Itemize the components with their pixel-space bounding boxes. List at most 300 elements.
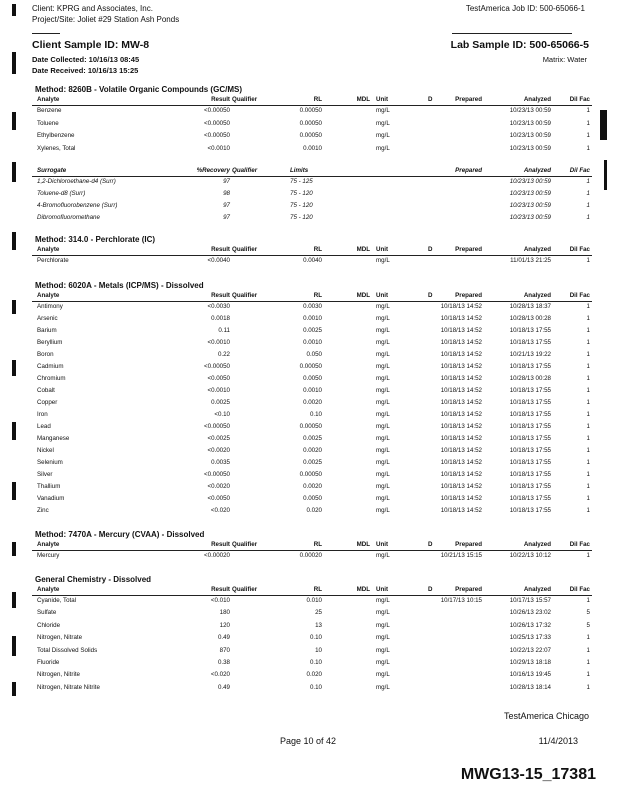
cell-dilfac: 1 <box>586 411 590 418</box>
cell-rl: 0.010 <box>306 597 322 604</box>
cell-rl: 0.0010 <box>303 144 322 152</box>
cell-analyte: Benzene <box>37 107 62 114</box>
cell-dilfac: 1 <box>586 597 590 604</box>
page-number: Page 10 of 42 <box>280 736 337 746</box>
cell-unit: mg/L <box>376 507 390 514</box>
cell-rl: 0.0010 <box>303 339 322 346</box>
col-prepared: Prepared <box>455 541 482 548</box>
col-mdl: MDL <box>356 246 370 253</box>
col-analyzed: Analyzed <box>523 292 551 299</box>
cell-analyte: Nitrogen, Nitrate Nitrite <box>37 683 100 691</box>
cell-surr-analyzed: 10/23/13 00:59 <box>509 190 551 197</box>
col-qualifier: Qualifier <box>232 586 258 593</box>
col-limits: Limits <box>290 167 309 174</box>
col-unit: Unit <box>376 96 389 103</box>
table-row <box>0 411 618 421</box>
cell-rl: 25 <box>315 609 322 617</box>
cell-rl: 0.0020 <box>303 399 322 406</box>
cell-rl: 0.0010 <box>303 387 322 394</box>
cell-analyte: Arsenic <box>37 315 58 322</box>
cell-unit: mg/L <box>376 609 390 617</box>
cell-dilfac: 1 <box>586 363 590 370</box>
cell-unit: mg/L <box>376 399 390 406</box>
cell-dilfac: 1 <box>586 387 590 394</box>
cell-analyzed: 11/01/13 21:25 <box>510 257 551 264</box>
cell-analyte: Perchlorate <box>37 257 69 264</box>
cell-unit: mg/L <box>376 621 390 629</box>
table-row <box>0 387 618 397</box>
table-row <box>0 447 618 457</box>
cell-analyte: Thallium <box>37 483 61 490</box>
cell-prepared: 10/18/13 14:52 <box>440 507 482 514</box>
cell-analyzed: 10/21/13 19:22 <box>509 351 551 358</box>
cell-unit: mg/L <box>376 144 390 152</box>
col-d: D <box>428 96 433 103</box>
cell-analyzed: 10/22/13 22:07 <box>509 646 551 654</box>
cell-unit: mg/L <box>376 363 390 370</box>
cell-analyzed: 10/22/13 10:12 <box>509 552 551 559</box>
cell-dilfac: 1 <box>586 634 590 642</box>
cell-unit: mg/L <box>376 257 390 264</box>
cell-prepared: 10/21/13 15:15 <box>440 552 482 559</box>
table-row <box>0 351 618 361</box>
cell-result: 0.38 <box>217 659 230 666</box>
col-unit: Unit <box>376 541 389 548</box>
cell-limits: 75 - 120 <box>290 202 313 209</box>
cell-prepared: 10/18/13 14:52 <box>440 339 482 346</box>
table-row <box>0 552 618 562</box>
cell-rl: 0.00050 <box>299 119 322 127</box>
col-result: Result <box>211 96 230 103</box>
cell-prepared: 10/18/13 14:52 <box>440 327 482 334</box>
cell-result: <0.00050 <box>204 423 230 430</box>
surrogate-row <box>0 178 618 188</box>
cell-result: <0.0020 <box>207 483 230 490</box>
cell-analyzed: 10/18/13 17:55 <box>509 411 551 418</box>
cell-unit: mg/L <box>376 597 390 604</box>
cell-rl: 0.00020 <box>299 552 322 559</box>
cell-result: <0.00050 <box>204 363 230 370</box>
client-name: Client: KPRG and Associates, Inc. <box>32 4 153 13</box>
cell-rl: 0.0020 <box>303 447 322 454</box>
cell-analyzed: 10/18/13 17:55 <box>509 447 551 454</box>
cell-dilfac: 1 <box>586 132 590 139</box>
cell-analyzed: 10/18/13 17:55 <box>509 495 551 502</box>
cell-unit: mg/L <box>376 447 390 454</box>
cell-unit: mg/L <box>376 552 390 559</box>
col-qualifier: Qualifier <box>232 96 258 103</box>
col-prepared: Prepared <box>455 96 482 103</box>
cell-dilfac: 1 <box>586 375 590 382</box>
cell-result: <0.0030 <box>207 303 230 310</box>
table-row <box>0 363 618 373</box>
cell-prepared: 10/18/13 14:52 <box>440 423 482 430</box>
col-dilfac: Dil Fac <box>569 586 590 593</box>
cell-unit: mg/L <box>376 435 390 442</box>
cell-unit: mg/L <box>376 659 390 666</box>
col-unit: Unit <box>376 586 389 593</box>
cell-analyzed: 10/25/13 17:33 <box>509 634 551 642</box>
cell-result: <0.0020 <box>207 447 230 454</box>
cell-analyte: Chloride <box>37 621 61 629</box>
cell-analyte: Toluene <box>37 119 59 127</box>
cell-rl: 10 <box>315 646 322 654</box>
cell-analyte: Nickel <box>37 447 54 454</box>
document-id: MWG13-15_17381 <box>460 766 596 783</box>
date-collected: Date Collected: 10/16/13 08:45 <box>32 55 140 64</box>
cell-analyzed: 10/17/13 15:57 <box>509 597 551 604</box>
cell-prepared: 10/18/13 14:52 <box>440 495 482 502</box>
cell-analyzed: 10/26/13 23:02 <box>509 609 551 617</box>
cell-analyzed: 10/23/13 00:59 <box>509 144 551 152</box>
cell-prepared: 10/18/13 14:52 <box>440 471 482 478</box>
cell-analyte: Xylenes, Total <box>37 144 76 152</box>
cell-unit: mg/L <box>376 411 390 418</box>
cell-rl: 0.0050 <box>303 375 322 382</box>
table-row <box>0 634 618 644</box>
cell-analyte: Fluoride <box>37 659 60 666</box>
cell-analyzed: 10/28/13 18:14 <box>509 683 551 691</box>
cell-unit: mg/L <box>376 646 390 654</box>
method-title: Method: 7470A - Mercury (CVAA) - Dissolved <box>35 530 205 539</box>
cell-dilfac: 1 <box>586 471 590 478</box>
table-row <box>0 435 618 445</box>
col-prepared: Prepared <box>455 246 482 253</box>
cell-result: 0.0025 <box>211 399 230 406</box>
cell-result: 0.11 <box>218 327 230 334</box>
col-mdl: MDL <box>356 541 370 548</box>
cell-surrogate: 1,2-Dichloroethane-d4 (Surr) <box>37 178 116 185</box>
col-mdl: MDL <box>356 292 370 299</box>
col-mdl: MDL <box>356 96 370 103</box>
cell-analyzed: 10/28/13 00:28 <box>509 315 551 322</box>
table-row <box>0 622 618 632</box>
cell-rl: 0.00050 <box>299 423 322 430</box>
cell-unit: mg/L <box>376 459 390 466</box>
lab-sample-id: Lab Sample ID: 500-65066-5 <box>450 39 589 51</box>
cell-recovery: 98 <box>223 190 230 197</box>
cell-surr-analyzed: 10/23/13 00:59 <box>509 178 551 185</box>
table-row <box>0 597 618 607</box>
method-title: Method: 314.0 - Perchlorate (IC) <box>35 235 156 244</box>
cell-dilfac: 1 <box>586 435 590 442</box>
cell-prepared: 10/18/13 14:52 <box>440 303 482 310</box>
cell-analyte: Nitrogen, Nitrite <box>37 671 80 679</box>
cell-surr-dilfac: 1 <box>586 190 590 197</box>
col-result: Result <box>211 246 230 253</box>
col-analyzed: Analyzed <box>523 586 551 593</box>
table-row <box>0 327 618 337</box>
col-d: D <box>428 246 433 253</box>
cell-rl: 0.10 <box>309 411 322 418</box>
cell-limits: 75 - 120 <box>290 214 313 221</box>
cell-analyte: Barium <box>37 327 57 334</box>
cell-analyte: Cyanide, Total <box>37 597 77 604</box>
col-analyte: Analyte <box>37 96 60 103</box>
table-row <box>0 120 618 130</box>
cell-unit: mg/L <box>376 375 390 382</box>
cell-dilfac: 1 <box>586 459 590 466</box>
cell-dilfac: 1 <box>586 327 590 334</box>
cell-result: 0.49 <box>217 683 230 691</box>
cell-result: <0.00050 <box>204 107 230 114</box>
cell-analyte: Total Dissolved Solids <box>37 646 98 654</box>
cell-surr-dilfac: 1 <box>586 214 590 221</box>
cell-unit: mg/L <box>376 387 390 394</box>
cell-unit: mg/L <box>376 339 390 346</box>
cell-result: <0.0050 <box>207 375 230 382</box>
cell-dilfac: 1 <box>586 399 590 406</box>
cell-rl: 0.0030 <box>303 303 322 310</box>
cell-analyte: Copper <box>37 399 58 406</box>
cell-rl: 0.020 <box>306 507 322 514</box>
method-title: Method: 6020A - Metals (ICP/MS) - Dissolved <box>35 281 204 290</box>
col-unit: Unit <box>376 246 389 253</box>
col-unit: Unit <box>376 292 389 299</box>
table-row <box>0 459 618 469</box>
cell-analyzed: 10/18/13 17:55 <box>509 399 551 406</box>
cell-surr-dilfac: 1 <box>586 178 590 185</box>
cell-analyzed: 10/26/13 17:32 <box>509 621 551 629</box>
cell-rl: 0.0025 <box>303 327 322 334</box>
cell-unit: mg/L <box>376 683 390 691</box>
cell-rl: 0.050 <box>306 351 322 358</box>
cell-analyte: Beryllium <box>37 339 63 346</box>
cell-analyzed: 10/28/13 18:37 <box>509 303 551 310</box>
table-row <box>0 257 618 267</box>
cell-prepared: 10/18/13 14:52 <box>440 399 482 406</box>
cell-analyte: Cadmium <box>37 363 64 370</box>
table-row <box>0 495 618 505</box>
cell-result: <0.00050 <box>204 471 230 478</box>
cell-result: 120 <box>219 621 230 629</box>
cell-result: <0.00050 <box>204 132 230 139</box>
cell-analyte: Selenium <box>37 459 63 466</box>
cell-result: <0.010 <box>210 597 230 604</box>
project-site: Project/Site: Joliet #29 Station Ash Ponds <box>32 15 180 24</box>
cell-result: <0.0010 <box>207 144 230 152</box>
cell-analyte: Lead <box>37 423 51 430</box>
cell-dilfac: 1 <box>586 315 590 322</box>
cell-unit: mg/L <box>376 671 390 679</box>
cell-analyte: Antimony <box>37 303 63 310</box>
cell-result: 180 <box>219 609 230 617</box>
table-row <box>0 315 618 325</box>
cell-surrogate: Dibromofluoromethane <box>37 214 100 221</box>
cell-dilfac: 1 <box>586 351 590 358</box>
cell-rl: 0.0010 <box>303 315 322 322</box>
table-row <box>0 339 618 349</box>
cell-result: <0.0040 <box>207 257 230 264</box>
cell-dilfac: 1 <box>586 671 590 679</box>
cell-analyzed: 10/23/13 00:59 <box>509 107 551 114</box>
cell-unit: mg/L <box>376 495 390 502</box>
col-result: Result <box>211 586 230 593</box>
cell-dilfac: 1 <box>586 423 590 430</box>
col-d: D <box>428 586 433 593</box>
cell-dilfac: 1 <box>586 447 590 454</box>
cell-analyte: Silver <box>37 471 53 478</box>
cell-prepared: 10/18/13 14:52 <box>440 351 482 358</box>
cell-analyte: Iron <box>37 411 48 418</box>
matrix: Matrix: Water <box>542 55 587 64</box>
cell-analyzed: 10/18/13 17:55 <box>509 339 551 346</box>
col-rl: RL <box>313 246 322 253</box>
cell-recovery: 97 <box>223 202 230 209</box>
col-qualifier: Qualifier <box>232 246 258 253</box>
cell-unit: mg/L <box>376 471 390 478</box>
surrogate-row <box>0 202 618 212</box>
table-row <box>0 132 618 142</box>
cell-rl: 0.0040 <box>303 257 322 264</box>
cell-dilfac: 1 <box>586 495 590 502</box>
cell-unit: mg/L <box>376 634 390 642</box>
cell-prepared: 10/18/13 14:52 <box>440 387 482 394</box>
col-d: D <box>428 541 433 548</box>
cell-rl: 0.00050 <box>299 363 322 370</box>
cell-analyte: Sulfate <box>37 609 57 617</box>
cell-result: <0.0025 <box>207 435 230 442</box>
date-received: Date Received: 10/16/13 15:25 <box>32 66 139 75</box>
cell-prepared: 10/18/13 14:52 <box>440 315 482 322</box>
cell-unit: mg/L <box>376 483 390 490</box>
cell-prepared: 10/17/13 10:15 <box>440 597 482 604</box>
cell-analyzed: 10/18/13 17:55 <box>509 435 551 442</box>
cell-analyte: Cobalt <box>37 387 55 394</box>
cell-dilfac: 1 <box>586 646 590 654</box>
cell-prepared: 10/18/13 14:52 <box>440 363 482 370</box>
cell-recovery: 97 <box>223 178 230 185</box>
cell-analyzed: 10/29/13 18:18 <box>509 659 551 666</box>
col-d: D <box>428 292 433 299</box>
col-mdl: MDL <box>356 586 370 593</box>
cell-analyte: Manganese <box>37 435 70 442</box>
col-rl: RL <box>313 292 322 299</box>
cell-result: <0.00020 <box>204 552 230 559</box>
cell-result: <0.0010 <box>207 387 230 394</box>
cell-dilfac: 1 <box>586 107 590 114</box>
table-row <box>0 471 618 481</box>
col-rl: RL <box>313 586 322 593</box>
cell-analyzed: 10/18/13 17:55 <box>509 363 551 370</box>
cell-unit: mg/L <box>376 327 390 334</box>
cell-prepared: 10/18/13 14:52 <box>440 375 482 382</box>
cell-analyte: Mercury <box>37 552 60 559</box>
table-row <box>0 375 618 385</box>
table-row <box>0 659 618 669</box>
cell-result: 0.22 <box>217 351 230 358</box>
table-row <box>0 671 618 681</box>
col-qualifier: Qualifier <box>232 292 258 299</box>
cell-unit: mg/L <box>376 423 390 430</box>
surrogate-row <box>0 190 618 200</box>
cell-result: <0.00050 <box>204 119 230 127</box>
cell-unit: mg/L <box>376 119 390 127</box>
col-analyte: Analyte <box>37 246 60 253</box>
col-dilfac: Dil Fac <box>569 96 590 103</box>
cell-result: 0.0035 <box>211 459 230 466</box>
col-recovery: %Recovery <box>196 167 230 174</box>
cell-dilfac: 1 <box>586 659 590 666</box>
cell-prepared: 10/18/13 14:52 <box>440 483 482 490</box>
col-prepared: Prepared <box>455 292 482 299</box>
cell-result: <0.020 <box>210 507 230 514</box>
cell-unit: mg/L <box>376 303 390 310</box>
cell-unit: mg/L <box>376 132 390 139</box>
surrogate-row <box>0 214 618 224</box>
col-rl: RL <box>313 541 322 548</box>
cell-unit: mg/L <box>376 351 390 358</box>
cell-limits: 75 - 120 <box>290 190 313 197</box>
cell-rl: 0.0020 <box>303 483 322 490</box>
table-row <box>0 423 618 433</box>
col-dilfac: Dil Fac <box>569 292 590 299</box>
col-qualifier: Qualifier <box>232 541 258 548</box>
col-surr-analyzed: Analyzed <box>523 167 551 174</box>
cell-analyte: Vanadium <box>37 495 65 502</box>
col-surr-qualifier: Qualifier <box>232 167 258 174</box>
cell-analyzed: 10/18/13 17:55 <box>509 387 551 394</box>
cell-analyzed: 10/16/13 19:45 <box>509 671 551 679</box>
cell-analyzed: 10/18/13 17:55 <box>509 459 551 466</box>
cell-dilfac: 1 <box>586 683 590 691</box>
cell-rl: 0.00050 <box>299 471 322 478</box>
col-dilfac: Dil Fac <box>569 541 590 548</box>
col-analyzed: Analyzed <box>523 541 551 548</box>
method-title: Method: 8260B - Volatile Organic Compounds (GC/MS) <box>35 85 242 94</box>
col-surrogate: Surrogate <box>37 167 67 174</box>
table-row <box>0 303 618 313</box>
cell-recovery: 97 <box>223 214 230 221</box>
cell-result: <0.0010 <box>207 339 230 346</box>
table-row <box>0 647 618 657</box>
cell-rl: 0.10 <box>309 659 322 666</box>
cell-dilfac: 1 <box>586 303 590 310</box>
cell-dilfac: 1 <box>586 119 590 127</box>
table-row <box>0 107 618 117</box>
table-row <box>0 684 618 694</box>
cell-dilfac: 1 <box>586 552 590 559</box>
cell-rl: 0.00050 <box>299 132 322 139</box>
cell-prepared: 10/18/13 14:52 <box>440 447 482 454</box>
cell-dilfac: 1 <box>586 257 590 264</box>
cell-prepared: 10/18/13 14:52 <box>440 459 482 466</box>
cell-rl: 13 <box>315 621 322 629</box>
cell-rl: 0.10 <box>309 634 322 642</box>
cell-result: <0.020 <box>210 671 230 679</box>
table-row <box>0 483 618 493</box>
table-row <box>0 399 618 409</box>
cell-analyzed: 10/18/13 17:55 <box>509 483 551 490</box>
col-analyte: Analyte <box>37 586 60 593</box>
cell-result: 0.49 <box>217 634 230 642</box>
client-sample-id: Client Sample ID: MW-8 <box>32 39 150 51</box>
cell-unit: mg/L <box>376 315 390 322</box>
method-title: General Chemistry - Dissolved <box>35 575 152 584</box>
cell-analyzed: 10/18/13 17:55 <box>509 327 551 334</box>
col-analyzed: Analyzed <box>523 96 551 103</box>
cell-unit: mg/L <box>376 107 390 114</box>
table-row <box>0 507 618 517</box>
col-result: Result <box>211 292 230 299</box>
col-prepared: Prepared <box>455 586 482 593</box>
cell-rl: 0.00050 <box>299 107 322 114</box>
col-result: Result <box>211 541 230 548</box>
cell-analyte: Ethylbenzene <box>37 132 75 139</box>
cell-result: 0.0018 <box>211 315 230 322</box>
cell-analyzed: 10/28/13 00:28 <box>509 375 551 382</box>
col-rl: RL <box>313 96 322 103</box>
